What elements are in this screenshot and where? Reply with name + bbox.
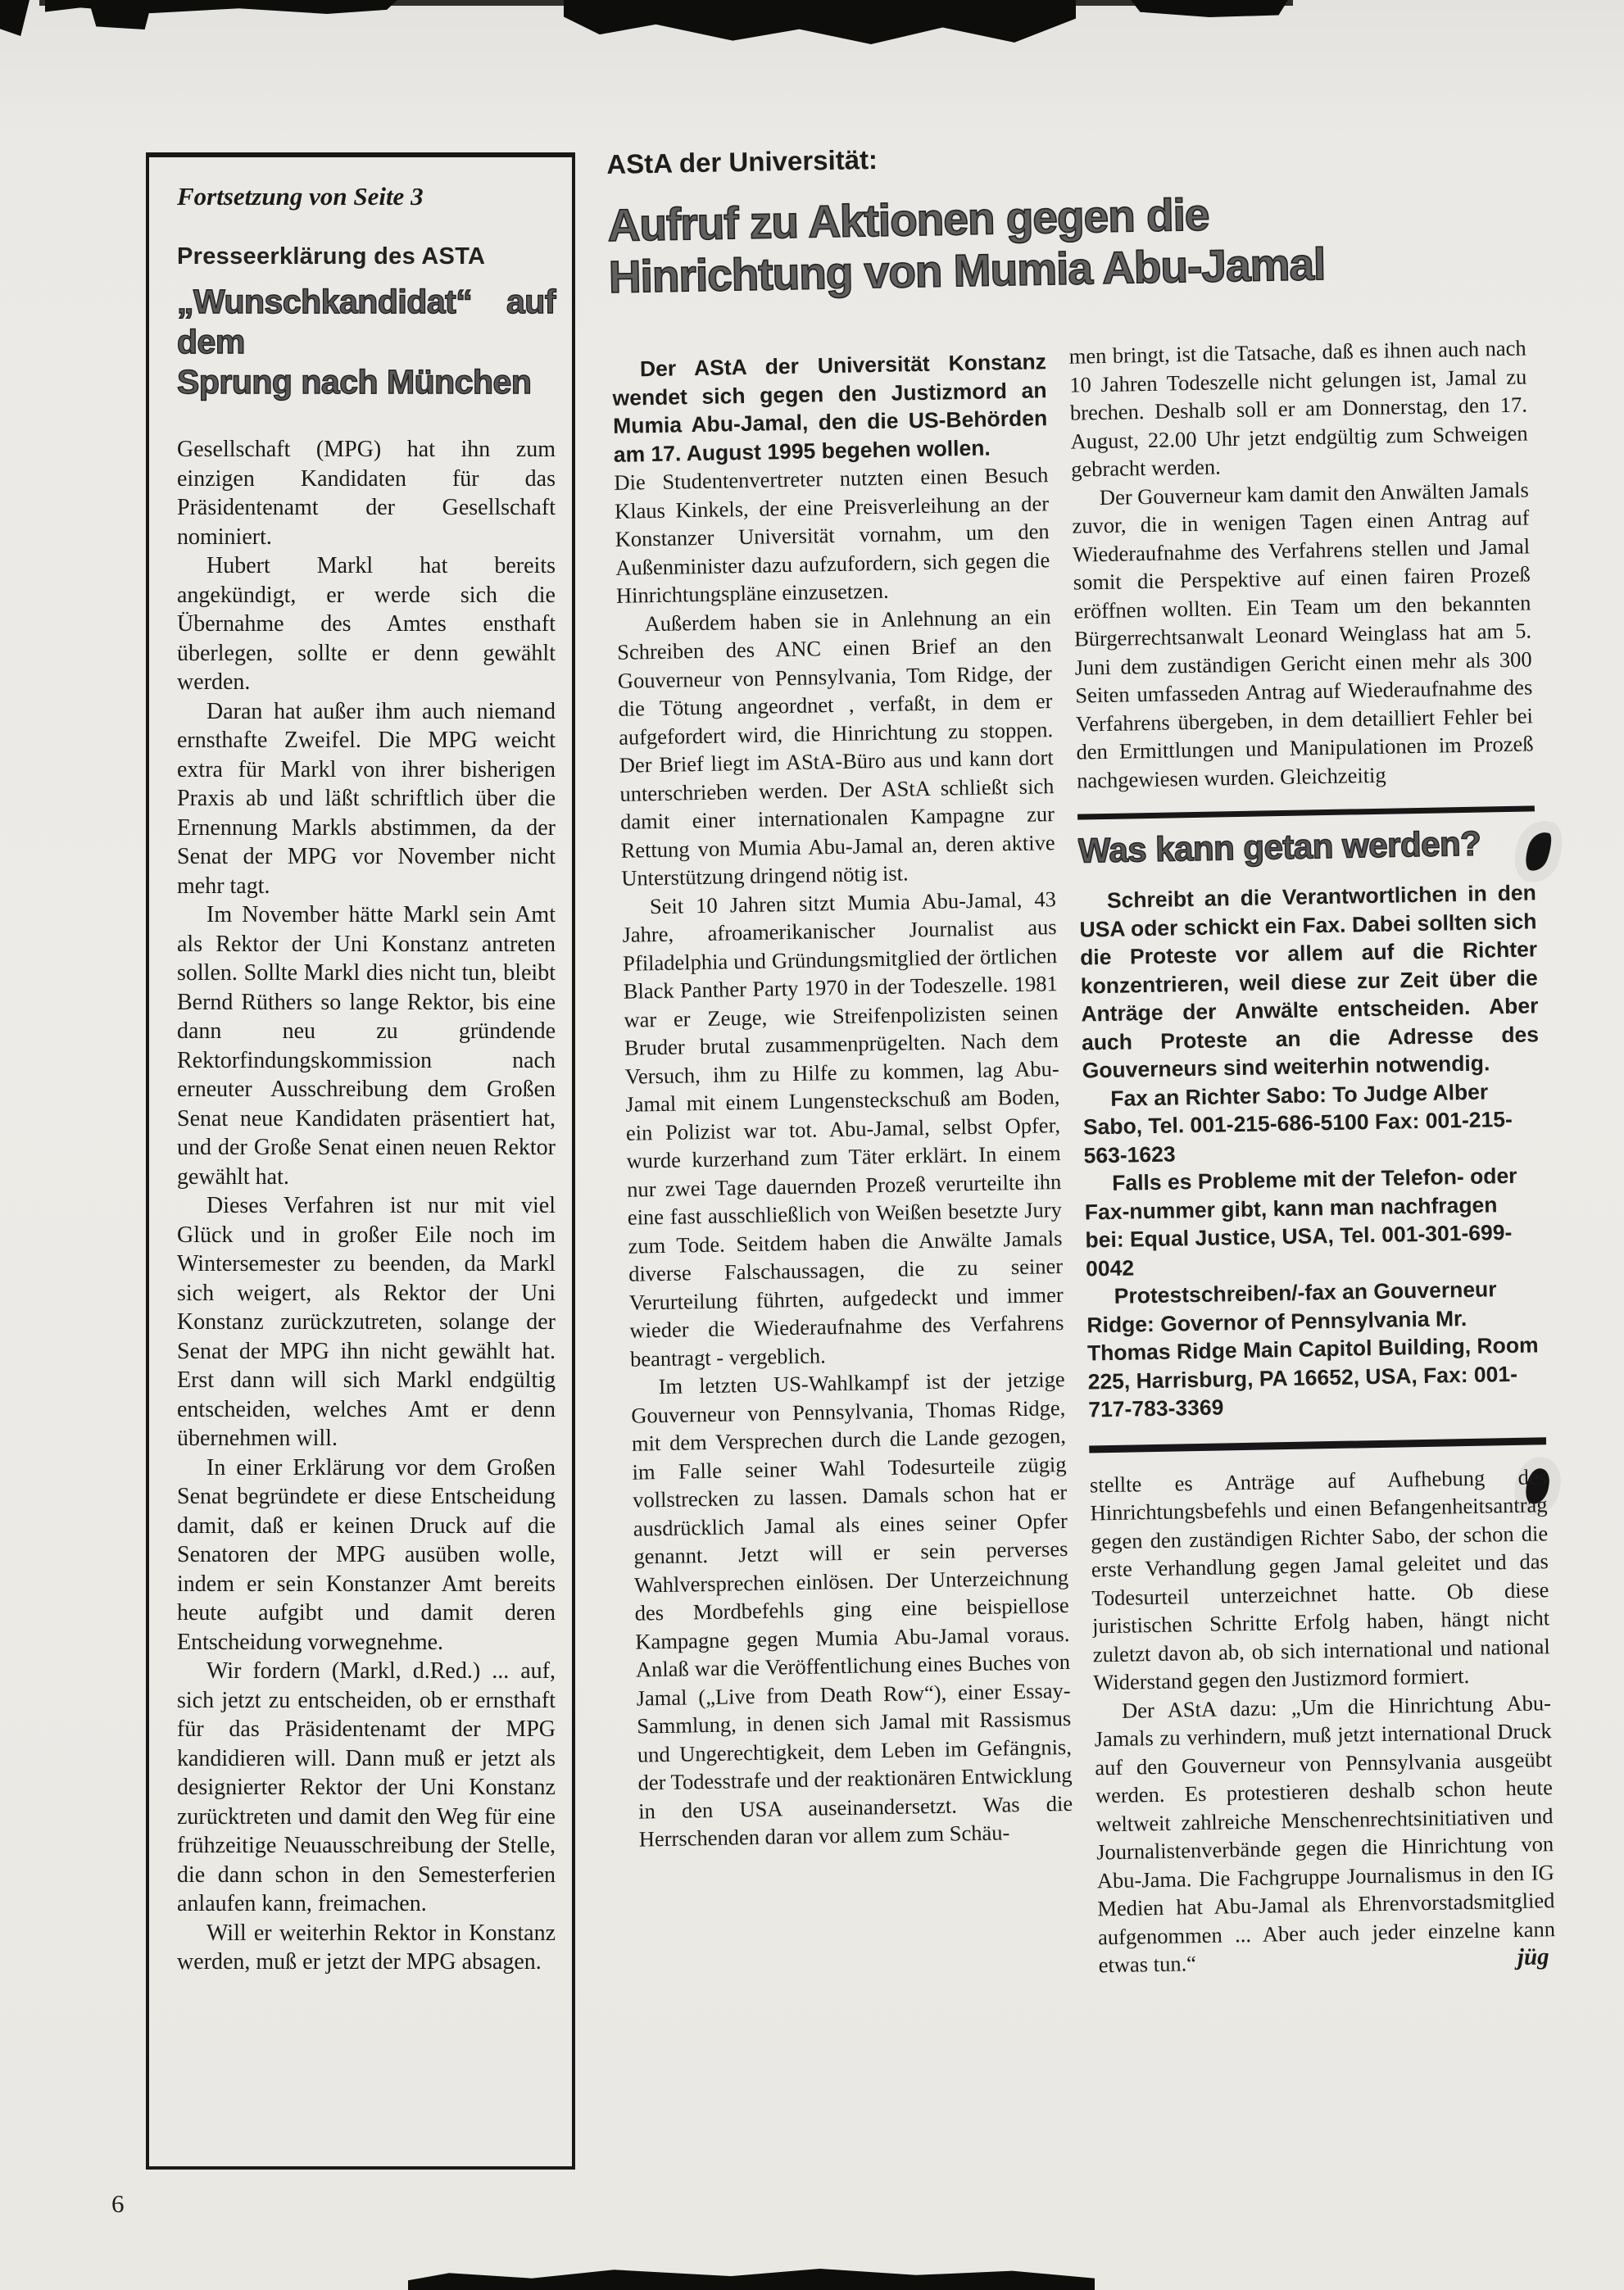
scan-artifact-corner [0,0,29,36]
paragraph: Außerdem haben sie in Anlehnung an ein Schreiben des ANC einen Brief an den Gouverneur von Pennsylvania, Tom Ridge, der die Tötung angeordnet , verfaßt, in dem er aufgefordert wird, die Hinrichtung zu stoppen. Der Brief liegt im AStA-Büro aus und kann dort unterschrieben werden. Der AStA schließt sich damit einer internationalen Kampagne zur Rettung von Mumia Abu-Jamal an, deren aktive Unterstützung dringend nötig ist. [616,603,1055,891]
paragraph: In einer Erklärung vor dem Großen Senat begründete er diese Entscheidung damit, daß er keinen Druck auf die Senatoren der MPG ausüben wolle, indem er sein Konstanzer Amt bereits heute aufgibt und damit deren Entscheidung vorwegnehme. [177,1454,556,1655]
press-release-kicker: Presseerklärung des ASTA [177,243,486,270]
article-kicker: AStA der Universität: [606,143,878,179]
main-article [606,132,1570,2197]
section-divider [1089,1437,1546,1453]
paragraph: Hubert Markl hat bereits angekündigt, er werde sich die Übernahme des Amtes ensthaft überlegen, sollte er denn gewählt werden. [177,553,556,695]
paragraph: Seit 10 Jahren sitzt Mumia Abu-Jamal, 43 Jahre, afroamerikanischer Journalist aus Pfiladelphia und Gründungsmitglied der örtlichen Black Panther Party 1970 in der Todeszelle. 1981 war er Zeuge, wie Streifenpolizisten seinen Bruder brutal zusammenprügelten. Nach dem Versuch, ihm zu Hilfe zu kommen, lag Abu-Jamal mit einem Lungensteckschuß am Boden, ein Polizist war tot. Abu-Jamal, selbst Opfer, wurde kurzerhand zum Täter erklärt. In einem nur zwei Tage dauernden Prozeß verurteilte ihn eine fast ausschließlich von Weißen besetzte Jury zum Tode. Seitdem haben die Anwälte Jamals diverse Falschaussagen, die zu seiner Verurteilung führten, aufgedeckt und immer wieder die Wiederaufnahme des Verfahrens beantragt - vergeblich. [622,886,1064,1372]
paragraph: Die Studentenvertreter nutzten einen Besuch Klaus Kinkels, der eine Preisverleihung an der Konstanzer Universität vornahm, um den Außenminister dazu aufzufordern, sich gegen die Hinrichtungspläne einzusetzen. [614,462,1050,608]
headline-line: „Wunschkandidat“ auf [177,283,556,320]
continuation-note: Fortsetzung von Seite 3 [177,182,424,211]
headline-line: Sprung nach München [177,363,532,401]
press-release-box [146,152,575,2170]
paragraph: Dieses Verfahren ist nur mit viel Glück und in großer Eile noch im Wintersemester zu beenden, da Markl sich weigert, als Rektor der Uni Konstanz zurückzutreten, solange der Senat der MPG ihn nicht gewählt hat. Erst dann will sich Markl endgültig entscheiden, welches Amt er denn übernehmen will. [177,1193,556,1451]
headline-line: Aufruf zu Aktionen gegen die [607,188,1209,251]
contact-judge-sabo: Fax an Richter Sabo: To Judge Alber Sabo, Tel. 001-215-686-5100 Fax: 001-215-563-1623 [1082,1078,1513,1168]
author-signature: jüg [1517,1943,1549,1970]
paragraph: Will er weiterhin Rektor in Konstanz werden, muß er jetzt der MPG absagen. [177,1920,556,1975]
article-lead: Der AStA der Universität Konstanz wendet sich gegen den Justizmord an Mumia Abu-Jamal, den die US-Behörden am 17. August 1995 begehen wollen. [612,349,1048,467]
paragraph: Der AStA dazu: „Um die Hinrichtung Abu-Jamals zu verhindern, muß jetzt international Druck auf den Gouverneur von Pennsylvania ausgeübt werden. Es protestieren deshalb schon heute weltweit zahlreiche Menschenrechtsinitiativen und Journalistenverbände gegen die Hinrichtung von Abu-Jama. Die Fachgruppe Journalismus in den IG Medien hat Abu-Jamal als Ehrenvorstadsmitglied aufgenommen ... Aber auch jeder einzelne kann etwas tun.“ [1094,1689,1556,1978]
action-box-headline: Was kann getan werden? [1077,823,1481,870]
contact-governor-ridge: Protestschreiben/-fax an Gouverneur Ridge: Governor of Pennsylvania Mr. Thomas Ridge Main Capitol Building, Room 225, Harrisburg, PA 16652, USA, Fax: 001-717-783-3369 [1086,1277,1539,1422]
contact-equal-justice: Falls es Probleme mit der Telefon- oder Fax-nummer gibt, kann man nachfragen bei: Equal Justice, USA, Tel. 001-301-699-0042 [1084,1163,1517,1281]
paragraph: stellte es Anträge auf Aufhebung des Hinrichtungsbefehls und einen Befangenheitsantrag gegen den zuständigen Richter Sabo, der schon die erste Verhandlung gegen Jamal geleitet und das Todesurteil unterzeichnet hatte. Ob diese juristischen Schritte Erfolg haben, hängt nicht zuletzt davon ab, ob sich international und national Widerstand gegen den Justizmord formiert. [1089,1463,1550,1695]
paragraph: Wir fordern (Markl, d.Red.) ... auf, sich jetzt zu entscheiden, ob er ernsthaft für das Präsidentenamt der MPG kandidieren will. Dann muß er jetzt als designierter Rektor der Uni Konstanz zurücktreten und damit den Weg für eine frühzeitige Neuausschreibung der Stelle, die dann schon in den Semesterferien anlaufen kann, freimachen. [177,1658,556,1916]
headline-line: Hinrichtung von Mumia Abu-Jamal [608,238,1326,302]
paragraph: men bringt, ist die Tatsache, daß es ihnen auch nach 10 Jahren Todeszelle nicht gelungen ist, Jamal zu brechen. Deshalb soll er am Donnerstag, den 17. August, 22.00 Uhr jetzt endgültig zum Schweigen gebracht werden. [1068,335,1528,482]
press-release-headline [177,282,556,402]
scan-artifact-top-right [1131,0,1288,17]
scan-artifact-bottom [408,2269,1095,2290]
article-column-right [1068,333,1559,2193]
press-release-body [177,435,556,1977]
article-column-middle [612,347,1080,2174]
paragraph: Im November hätte Markl sein Amt als Rektor der Uni Konstanz antreten sollen. Sollte Markl dies nicht tun, bleibt Bernd Rüthers so lange Rektor, bis eine dann neu zu gründende Rektorfindungskommission nach erneuter Ausschreibung dem Großen Senat neue Kandidaten präsentiert hat, und der Große Senat einen neuen Rektor gewählt hat. [177,902,556,1190]
scan-artifact-top-left-2 [88,0,152,29]
headline-line: dem [177,323,245,361]
page-number: 6 [111,2189,125,2218]
paragraph: Im letzten US-Wahlkampf ist der jetzige Gouverneur von Pennsylvania, Thomas Ridge, mit dem Versprechen durch die Lande gezogen, im Falle seiner Wahl Todesurteile zügig vollstrecken zu lassen. Damals schon hat er ausdrücklich Jamal als eines seiner Opfer genannt. Jetzt will er sein perverses Wahlversprechen einlösen. Der Unterzeichnung des Mordbefehls ging eine beispiellose Kampagne gegen Mumia Abu-Jamal voraus. Anlaß war die Veröffentlichung eines Buches von Jamal („Live from Death Row“), einer Essay-Sammlung, in denen sich Jamal mit Rassismus und Ungerechtigkeit, dem Leben im Gefängnis, der Todesstrafe und der reaktionären Entwicklung in den USA auseinandersetzt. Was die Herrschenden daran vor allem zum Schäu- [631,1366,1073,1852]
article-headline [607,183,1535,303]
section-divider [1077,805,1535,819]
paragraph: Daran hat außer ihm auch niemand ernsthafte Zweifel. Die MPG weicht extra für Markl von ihrer bisherigen Praxis ab und läßt schriftlich über die Ernennung Markls abstimmen, da der Senat der MPG vor November nicht mehr tagt. [177,698,556,899]
paragraph: Der Gouverneur kam damit den Anwälten Jamals zuvor, die in wenigen Tagen einen Antrag auf Wiederaufnahme des Verfahrens stellen und Jamal somit die Perspektive auf einen fairen Prozeß eröffnen wollten. Ein Team um den bekannten Bürgerrechtsanwalt Leonard Weinglass hat am 5. Juni dem zuständigen Gericht einen mehr als 300 Seiten umfasseden Antrag auf Wiederaufnahme des Verfahrens übergeben, in dem detailliert Fehler bei den Ermittlungen und Manipulationen im Prozeß nachgewiesen wurden. Gleichzeitig [1072,476,1534,793]
paragraph: Gesellschaft (MPG) hat ihn zum einzigen Kandidaten für das Präsidentenamt der Gesellschaft nominiert. [177,437,556,550]
action-box-intro: Schreibt an die Verantwortlichen in den USA oder schickt ein Fax. Dabei sollten sich die Proteste vor allem auf die Richter konzentrieren, weil diese zur Zeit über die Anträge der Anwälte entscheiden. Aber auch Proteste an die Adresse des Gouverneurs sind weiterhin notwendig. [1079,880,1540,1083]
